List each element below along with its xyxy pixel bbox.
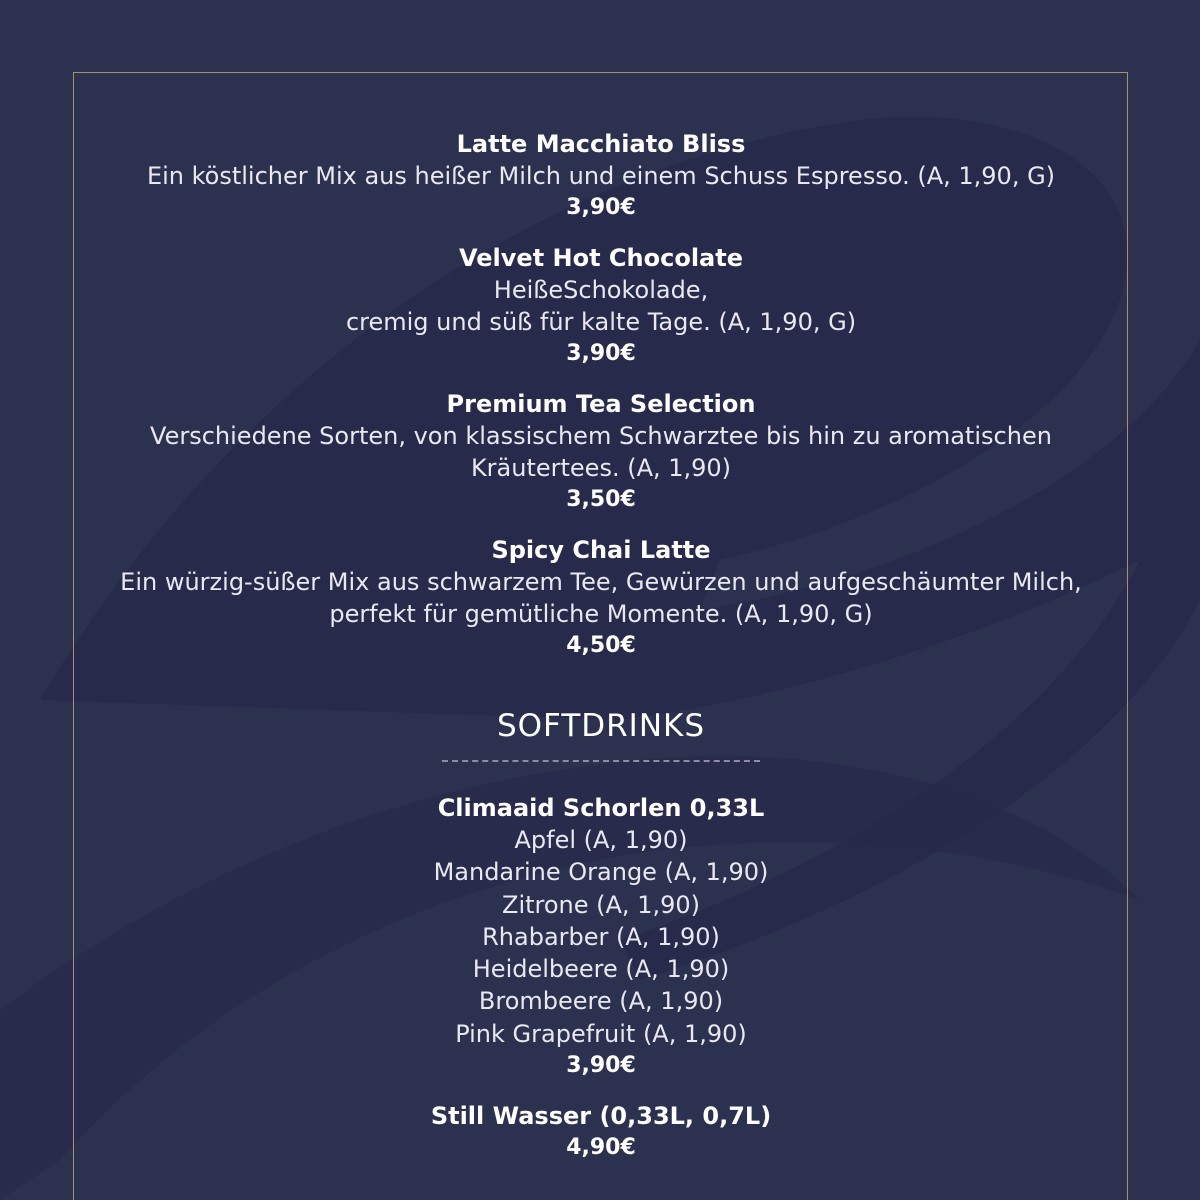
drink-group-name: Still Wasser (0,33L, 0,7L)	[430, 1102, 772, 1131]
menu-item	[74, 534, 1128, 662]
drink-variant: Heidelbeere (A, 1,90)	[472, 955, 730, 984]
drink-group	[74, 1100, 1128, 1164]
drink-variant: Rhabarber (A, 1,90)	[482, 922, 720, 951]
item-description: HeißeSchokolade,	[493, 276, 709, 304]
drink-group-price: 3,90€	[566, 1053, 636, 1079]
item-name: Premium Tea Selection	[446, 390, 756, 418]
item-description: Ein würzig-süßer Mix aus schwarzem Tee, Gewürzen und aufgeschäumter Milch,	[120, 568, 1082, 596]
drink-variant: Brombeere (A, 1,90)	[478, 987, 724, 1016]
item-price: 4,50€	[566, 633, 636, 658]
drink-group-price: 4,90€	[566, 1135, 636, 1161]
item-description: Kräutertees. (A, 1,90)	[470, 454, 732, 482]
drink-group	[74, 792, 1128, 1082]
drink-variant: Mandarine Orange (A, 1,90)	[433, 858, 769, 887]
item-name: Spicy Chai Latte	[491, 536, 711, 564]
item-description: perfekt für gemütliche Momente. (A, 1,90, G)	[329, 600, 873, 628]
drink-variant: Apfel (A, 1,90)	[514, 826, 688, 854]
section-divider	[442, 760, 760, 762]
drink-variant: Pink Grapefruit (A, 1,90)	[455, 1019, 747, 1048]
drink-group-name: Climaaid Schorlen 0,33L	[437, 794, 765, 822]
item-price: 3,90€	[566, 341, 636, 366]
menu-item	[74, 388, 1128, 516]
item-price: 3,90€	[566, 195, 636, 220]
menu-content	[74, 128, 1128, 1182]
item-description: Ein köstlicher Mix aus heißer Milch und einem Schuss Espresso. (A, 1,90, G)	[146, 162, 1056, 190]
menu-item	[74, 242, 1128, 370]
item-description: Verschiedene Sorten, von klassischem Schwarztee bis hin zu aromatischen	[150, 422, 1052, 450]
menu-item	[74, 128, 1128, 224]
drink-variant: Zitrone (A, 1,90)	[502, 890, 700, 919]
softdrinks-section	[74, 706, 1128, 1164]
item-name: Velvet Hot Chocolate	[459, 244, 743, 272]
item-price: 3,50€	[566, 487, 636, 512]
item-description: cremig und süß für kalte Tage. (A, 1,90, G)	[345, 308, 857, 336]
section-title: SOFTDRINKS	[496, 708, 706, 744]
item-name: Latte Macchiato Bliss	[456, 130, 746, 158]
